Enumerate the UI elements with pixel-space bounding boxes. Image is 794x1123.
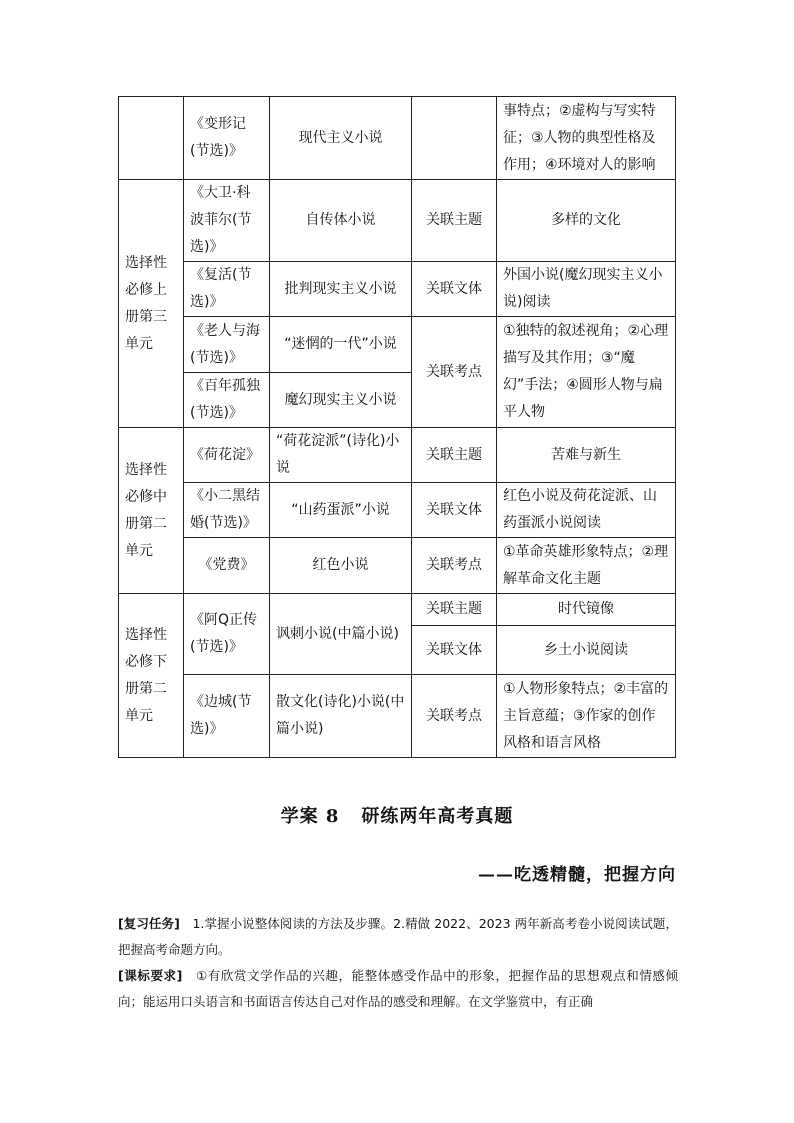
genre-cell: 魔幻现实主义小说 (270, 373, 412, 428)
genre-cell: “山药蛋派”小说 (270, 483, 412, 538)
detail-cell: ①人物形象特点；②丰富的主旨意蕴；③作家的创作风格和语言风格 (497, 675, 676, 758)
title-cell: 《大卫·科波菲尔(节选)》 (184, 180, 270, 262)
assoc-cell: 关联主题 (412, 428, 497, 483)
assoc-cell: 关联文体 (412, 262, 497, 317)
genre-cell: 自传体小说 (270, 180, 412, 262)
genre-cell: 讽刺小说(中篇小说) (270, 594, 412, 675)
genre-cell: 现代主义小说 (270, 97, 412, 180)
title-cell: 《小二黑结婚(节选)》 (184, 483, 270, 538)
assoc-cell (412, 97, 497, 180)
detail-cell: ①革命英雄形象特点；②理解革命文化主题 (497, 538, 676, 594)
title-cell: 《变形记(节选)》 (184, 97, 270, 180)
unit-cell: 选择性必修中册第二单元 (119, 428, 184, 594)
genre-cell: 红色小说 (270, 538, 412, 594)
detail-cell: 时代镜像 (497, 594, 676, 626)
standard-tag: [课标要求] (118, 968, 183, 983)
table-row (119, 180, 676, 262)
detail-cell: 多样的文化 (497, 180, 676, 262)
table-row (119, 262, 676, 317)
detail-cell: 乡土小说阅读 (497, 626, 676, 675)
assoc-cell: 关联考点 (412, 317, 497, 428)
title-cell: 《党费》 (184, 538, 270, 594)
standard-paragraph (118, 963, 678, 1015)
table-row (119, 483, 676, 538)
title-cell: 《复活(节选)》 (184, 262, 270, 317)
title-cell: 《荷花淀》 (184, 428, 270, 483)
section-subtitle: ——吃透精髓，把握方向 (478, 865, 676, 885)
assoc-cell: 关联主题 (412, 594, 497, 626)
detail-cell: 外国小说(魔幻现实主义小说)阅读 (497, 262, 676, 317)
table-row (119, 317, 676, 373)
unit-cell: 选择性必修下册第二单元 (119, 594, 184, 758)
review-tag: [复习任务] (118, 916, 180, 931)
section-number: 学案 8 (280, 806, 340, 827)
review-text: 1.掌握小说整体阅读的方法及步骤。2.精做 2022、2023 两年新高考卷小说阅读试题，把握高考命题方向。 (118, 916, 678, 957)
standard-text: ①有欣赏文学作品的兴趣，能整体感受作品中的形象，把握作品的思想观点和情感倾向；能运用口头语言和书面语言传达自己对作品的感受和理解。在文学鉴赏中，有正确 (118, 968, 678, 1009)
genre-cell: “迷惘的一代”小说 (270, 317, 412, 373)
assoc-cell: 关联文体 (412, 626, 497, 675)
genre-cell: 批判现实主义小说 (270, 262, 412, 317)
section-title: 研练两年高考真题 (361, 806, 514, 827)
title-cell: 《老人与海(节选)》 (184, 317, 270, 373)
unit-cell (119, 97, 184, 180)
assoc-cell: 关联考点 (412, 538, 497, 594)
table-row (119, 428, 676, 483)
title-cell: 《百年孤独(节选)》 (184, 373, 270, 428)
table-row (119, 594, 676, 626)
assoc-cell: 关联文体 (412, 483, 497, 538)
table-row (119, 538, 676, 594)
genre-cell: “荷花淀派”(诗化)小说 (270, 428, 412, 483)
detail-cell: 苦难与新生 (497, 428, 676, 483)
detail-cell: ①独特的叙述视角；②心理描写及其作用；③“魔幻”手法；④圆形人物与扁平人物 (497, 317, 676, 428)
review-paragraph (118, 911, 678, 963)
genre-cell: 散文化(诗化)小说(中篇小说) (270, 675, 412, 758)
curriculum-table (118, 96, 676, 758)
assoc-cell: 关联主题 (412, 180, 497, 262)
title-cell: 《边城(节选)》 (184, 675, 270, 758)
unit-cell: 选择性必修上册第三单元 (119, 180, 184, 428)
title-cell: 《阿Q正传(节选)》 (184, 594, 270, 675)
table-row (119, 675, 676, 758)
assoc-cell: 关联考点 (412, 675, 497, 758)
section-heading (0, 802, 794, 828)
detail-cell: 事特点；②虚构与写实特征；③人物的典型性格及作用；④环境对人的影响 (497, 97, 676, 180)
detail-cell: 红色小说及荷花淀派、山药蛋派小说阅读 (497, 483, 676, 538)
table-row (119, 97, 676, 180)
